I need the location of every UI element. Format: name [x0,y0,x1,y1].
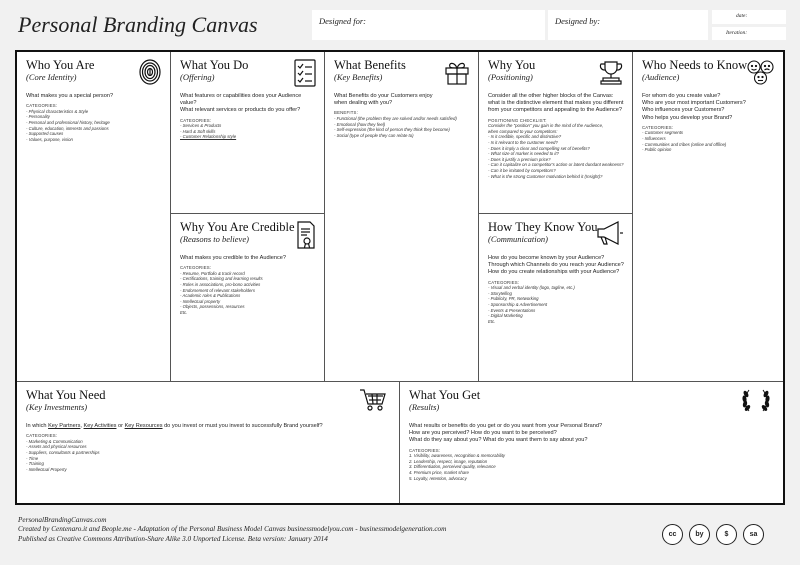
category-item: - Intellectual Property [26,466,67,472]
block-title: What You Need [26,388,106,402]
question: What features or capabilities does your Audience value? [180,93,302,107]
gift-icon [444,59,470,85]
block-subtitle: (Key Benefits) [334,72,383,82]
iteration-label: Iteration: [726,30,748,36]
block-questions [488,255,626,277]
block-question: What makes you credible to the Audience? [180,255,287,261]
category-item: - Customer segments [642,130,684,136]
category-item: - Public opinion [642,147,672,153]
category-item: - Influencers [642,136,666,141]
separator: or [116,423,125,429]
designed-for-field[interactable] [312,10,545,40]
block-what-you-get[interactable] [400,382,783,503]
category-item: Etc. [180,309,188,315]
category-item: - Assets and physical resources [26,444,87,450]
category-item: - Emotional (how they feel) [334,121,386,127]
category-item: - Sponsorship & Advertisement [488,301,548,307]
laurel-wreath-icon [741,387,771,413]
block-title: What You Get [409,388,481,402]
block-subtitle: (Communication) [488,234,548,244]
iteration-field[interactable] [712,27,786,40]
block-questions [409,423,777,445]
key-activities-link[interactable]: Key Activities [83,423,117,429]
designed-for-label: Designed for: [319,16,366,26]
category-list [409,448,777,482]
footer-site[interactable]: PersonalBrandingCanvas.com [18,516,107,524]
category-list [488,280,626,325]
category-item: - Publicity, PR, Networking [488,296,539,302]
category-item: - Does it imply a clear and compelling set of benefits? [488,145,590,151]
block-subtitle: (Positioning) [488,72,533,82]
block-question: What makes you a special person? [26,93,114,99]
block-questions [642,93,777,122]
category-item: - Storytelling [488,290,512,296]
categories-label: CATEGORIES: [180,117,212,123]
category-list [26,433,393,472]
block-title: Why You Are Credible [180,220,295,234]
category-item: - Does it justify a premium price? [488,156,551,162]
category-item: - Can it capitalize on a competitor's action or latent dundant weakness? [488,162,624,168]
block-who-needs-to-know[interactable] [633,52,783,382]
cc-icon: cc [662,524,683,545]
block-subtitle: (Core Identity) [26,72,77,82]
block-subtitle: (Results) [409,402,440,412]
category-item: - Visual and verbal identity (logo, tagline, etc.) [488,285,575,291]
footer-license: Published as Creative Commons Attribution-Share Alike 3.0 Unported License. Beta version: January 2014 [18,534,328,543]
block-title: How They Know You [488,220,598,234]
question: How do you create relationships with your Audience? [488,269,620,276]
question: Through which Channels do you reach your Audience? [488,262,624,269]
categories-label: CATEGORIES: [488,279,520,285]
block-question [26,423,393,430]
question-text: In which [26,423,49,429]
category-item: 3. Differentiation, perceived quality, relevance [409,464,496,470]
checklist-icon [294,59,316,87]
question: when dealing with you? [334,100,393,107]
category-item: - Roles in associations, pro-bono activities [180,281,261,287]
block-questions [180,93,318,115]
category-item: - Resume, Portfolio & track record [180,270,245,276]
block-what-you-need[interactable] [17,382,400,503]
question: What relevant services or products do you offer? [180,107,301,114]
question: What results or benefits do you get or do you want from your Personal Brand? [409,423,603,429]
branding-canvas [15,50,785,505]
footer [18,516,446,544]
categories-label: POSITIONING CHECKLIST: [488,117,547,123]
question: Who influences your Customers? [642,107,725,114]
question-text: do you invest or must you invest to successfully Brand yourself? [162,423,323,429]
shopping-cart-icon [359,387,387,413]
footer-credits: Created by Centenaro.it and Beople.me - Adaptation of the Personal Business Model Canvas businessmodelyou.com - businessmodelgeneration.com [18,525,447,534]
block-why-credible[interactable] [171,214,325,382]
categories-label: CATEGORIES: [26,433,58,439]
category-item: - Personal and professional history, heritage [26,119,110,125]
designed-by-label: Designed by: [555,16,601,26]
block-title: Who You Are [26,58,95,72]
category-item: Etc. [488,318,496,324]
block-subtitle: (Reasons to believe) [180,234,249,244]
categories-label: CATEGORIES: [409,447,441,453]
block-how-they-know[interactable] [479,214,633,382]
categories-label: CATEGORIES: [180,265,212,271]
date-field[interactable] [712,10,786,24]
block-questions [488,93,626,115]
block-title: Why You [488,58,536,72]
category-item: - Customer Relationship style [180,134,237,140]
question: Consider all the other higher blocks of the Canvas: [488,93,614,99]
category-item: 2. Leadership, respect, image, reputation [409,458,488,464]
fingerprint-icon [138,59,162,85]
block-subtitle: (Key Investments) [26,402,88,412]
category-item: - Academic roles & Publications [180,293,241,299]
category-item: 4. Premium price, market share [409,469,469,475]
category-item: - Objects, possessions, resources [180,304,245,310]
category-item: - Digital Marketing [488,313,523,319]
question: from your competitors and appealing to the Audience? [488,107,623,114]
category-item: - Social (type of people they can relate to) [334,132,414,138]
block-subtitle: (Offering) [180,72,215,82]
category-item: when compared to your competitors: [488,128,558,134]
block-questions [334,93,472,107]
category-list [334,110,472,138]
certificate-icon [296,221,316,249]
category-item: - Is it relevant to the customer need? [488,139,558,145]
category-item: - Marketing & Communication [26,438,83,444]
block-what-you-do[interactable] [171,52,325,214]
category-item: Consider the "position" you gain in the mind of the Audience, [488,123,604,129]
block-why-you[interactable] [479,52,633,214]
category-item: - Training [26,461,44,467]
category-item: 1. Visibility, awareness, recognition & memorability [409,453,506,459]
category-item: - Personality [26,114,50,120]
category-item: - Events & Presentations [488,307,536,313]
noncommercial-icon: $ [716,524,737,545]
designed-by-field[interactable] [548,10,708,40]
category-list [488,118,626,180]
key-partners-link[interactable]: Key Partners [48,423,81,429]
question: How do you become known by your Audience? [488,255,605,261]
share-alike-icon: sa [743,524,764,545]
block-title: What Benefits [334,58,406,72]
question: How are you perceived? How do you want to be perceived? [409,430,557,437]
category-item: - What is the strong Customer motivation behind it (Insight)? [488,173,603,179]
category-item: - Can it be imitated by competitors? [488,167,556,173]
category-item: - Self-expression (the kind of person they think they become) [334,127,450,133]
block-subtitle: (Audience) [642,72,680,82]
category-item: - Hard & Soft skills [180,128,216,134]
trophy-icon [598,59,624,85]
category-item: - Suppliers, consultants & partnerships [26,449,100,455]
category-list [180,265,318,315]
category-item: - Values, purpose, vision [26,136,73,142]
category-item: - Certifications, training and learning results [180,276,263,282]
category-list [26,103,164,142]
key-resources-link[interactable]: Key Resources [124,423,163,429]
block-title: What You Do [180,58,249,72]
category-item: - Communities and tribes (online and offline) [642,141,727,147]
category-item: - Services & Products [180,123,222,129]
block-who-you-are[interactable] [17,52,171,382]
separator: , [80,423,84,429]
categories-label: BENEFITS: [334,110,359,116]
category-item: - Physical characteristics & Style [26,108,89,114]
category-item: - Endorsement of relevant stakeholders [180,287,255,293]
attribution-icon: by [689,524,710,545]
category-item: - Supported causes [26,131,64,137]
question: Who helps you develop your Brand? [642,114,733,121]
categories-label: CATEGORIES: [26,103,58,109]
block-title: Who Needs to Know [642,58,748,72]
block-what-benefits[interactable] [325,52,479,382]
category-item: - Is it credible, specific and distinctive? [488,134,562,140]
category-list [642,125,777,153]
question: What do they say about you? What do you want them to say about you? [409,437,588,444]
question: For whom do you create value? [642,93,721,99]
date-label: date: [736,13,748,19]
categories-label: CATEGORIES: [642,124,674,130]
category-item: - Culture, education, interests and passions [26,125,109,131]
question: What Benefits do your Customers enjoy [334,93,433,99]
category-item: 5. Loyalty, retention, advocacy [409,475,467,481]
category-item: - What size of market is needed to it? [488,151,559,157]
category-item: - Functional (the problem they are solved and/or needs satisfied) [334,116,457,121]
category-item: - Intellectual property [180,298,221,304]
category-item: - Time [26,455,39,461]
megaphone-icon [596,221,624,245]
page-title: Personal Branding Canvas [18,12,258,37]
question: Who are your most important Customers? [642,100,746,107]
faces-icon [745,59,775,85]
question: what is the distinctive element that makes you different [488,100,624,107]
category-list [180,118,318,140]
